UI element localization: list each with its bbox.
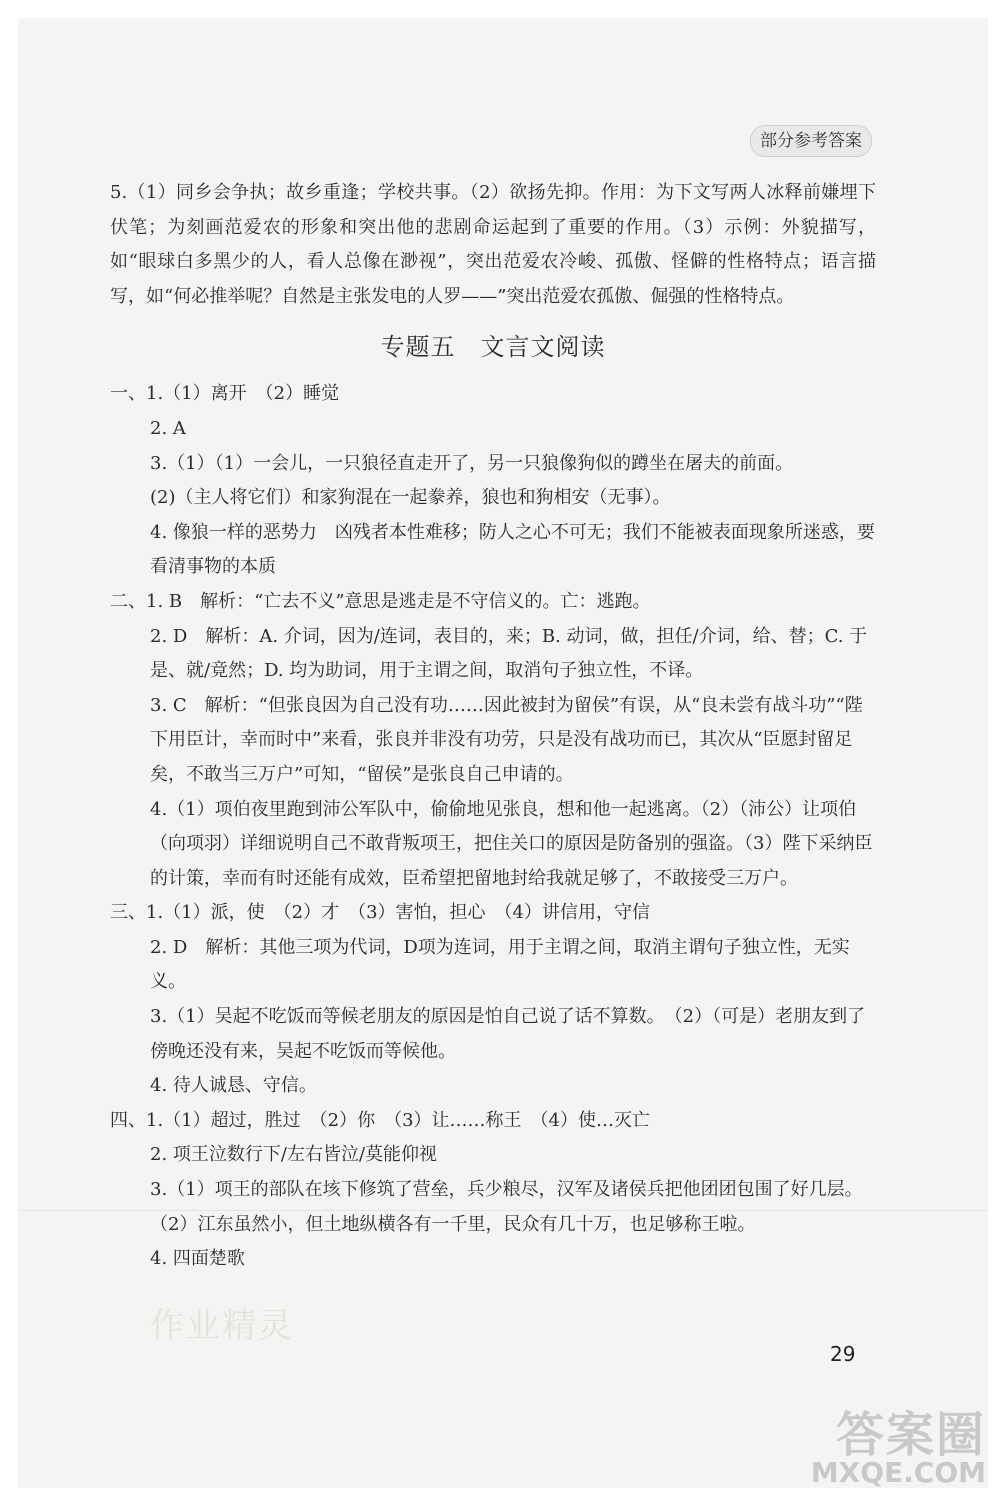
answer-line: 2. D 解析：其他三项为代词，D项为连词，用于主谓之间，取消主谓句子独立性，无实义。 [150,936,850,993]
answer-line: 2. 项王泣数行下/左右皆泣/莫能仰视 [150,1144,438,1166]
watermark-logo [810,1407,986,1489]
watermark-brand: 答案圈 [835,1407,986,1463]
answer-line: 四、1.（1）超过，胜过 （2）你 （3）让……称王 （4）使…灭亡 [110,1109,650,1131]
answer-line: 一、1.（1）离开 （2）睡觉 [110,383,340,405]
answer-line: (2)（主人将它们）和家狗混在一起豢养，狼也和狗相安（无事）。 [150,487,671,509]
section-heading: 专题五 文言文阅读 [380,333,606,362]
answer-line: 二、1. B 解析：“亡去不义”意思是逃走是不守信义的。亡：逃跑。 [110,590,651,612]
watermark-url: MXQE.COM [810,1456,986,1489]
answer-line: 3.（1）吴起不吃饭而等候老朋友的原因是怕自己说了话不算数。 （2）（可是）老朋友到了傍晚还没有来，吴起不吃饭而等候他。 [150,1006,866,1062]
page-number: 29 [830,1342,856,1366]
answer-text [110,176,876,1277]
answer-line: 4.（1）项伯夜里跑到沛公军队中，偷偷地见张良，想和他一起逃离。（2）（沛公）让项伯（向项羽）详细说明自己不敢背叛项王，把住关口的原因是防备别的强盗。（3）陛下采纳臣的计策，幸而有时还能有成效，臣希望把留地封给我就足够了，不敢接受三万户。 [150,798,873,889]
answer-line: 3.（1）（1）一会儿，一只狼径直走开了，另一只狼像狗似的蹲坐在屠夫的前面。 [150,452,794,474]
answer-line: 三、1.（1）派，使 （2）才 （3）害怕，担心 （4）讲信用，守信 [110,902,650,924]
answer-line: 4. 待人诚恳、守信。 [150,1075,317,1097]
answer-lines [110,377,876,1276]
answer-line: 4. 四面楚歌 [150,1248,245,1270]
faint-watermark-text: 作业精灵 [150,1306,294,1346]
section-tag: 部分参考答案 [750,125,872,157]
answer-line: 4. 像狼一样的恶势力 凶残者本性难移；防人之心不可无；我们不能被表面现象所迷惑，要看清事物的本质 [150,521,875,578]
answer-line: 2. D 解析：A. 介词，因为/连词，表目的，来；B. 动词，做，担任/介词，给、替；C. 于是、就/竟然；D. 均为助词，用于主谓之间，取消句子独立性，不译。 [150,625,868,682]
answer-line: 2. A [150,417,186,439]
answer-line: 3. C 解析：“但张良因为自己没有功……因此被封为留侯”有误，从“良未尝有战斗功”“陛下用臣计，幸而时中”来看，张良并非没有功劳，只是没有战功而已，其次从“臣愿封留足矣，不敢当三万户”可知，“留侯”是张良自己申请的。 [150,694,863,785]
intro-paragraph: 5.（1）同乡会争执；故乡重逢；学校共事。（2）欲扬先抑。作用：为下文写两人冰释前嫌埋下伏笔；为刻画范爱农的形象和突出他的悲剧命运起到了重要的作用。（3）示例：外貌描写，如“眼球白多黑少的人，看人总像在渺视”，突出范爱农冷峻、孤傲、怪僻的性格特点；语言描写，如“何必推举呢？自然是主张发电的人罗——”突出范爱农孤傲、倔强的性格特点。 [110,182,876,307]
answer-line: 3.（1）项王的部队在垓下修筑了营垒，兵少粮尽，汉军及诸侯兵把他团团包围了好几层。（2）江东虽然小，但土地纵横各有一千里，民众有几十万，也足够称王啦。 [150,1179,863,1235]
